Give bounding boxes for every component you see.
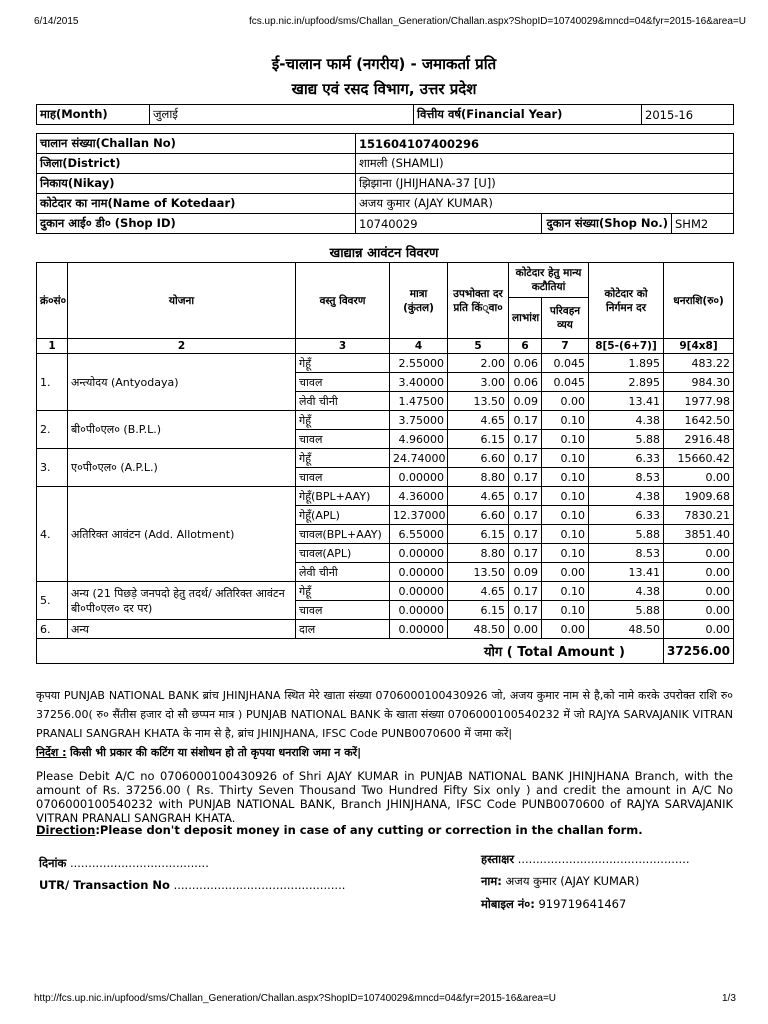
col-item-header: वस्तु विवरण [296, 263, 390, 339]
challan-label: चालान संख्या(Challan No) [37, 134, 356, 154]
scheme-number: 6. [37, 620, 68, 639]
sign-dots: ............................................... [517, 852, 690, 866]
cell-amount: 1977.98 [664, 392, 734, 411]
mobile-label: मोबाइल नं०: [481, 897, 535, 911]
cell-amount: 2916.48 [664, 430, 734, 449]
col-profit-header: लाभांश [509, 298, 542, 339]
hindi-direction-label: निर्देश : [36, 746, 67, 759]
cell-qty: 0.00000 [390, 544, 448, 563]
column-number: 3 [296, 339, 390, 354]
column-number: 5 [448, 339, 509, 354]
cell-issue: 1.895 [589, 354, 664, 373]
cell-amount: 15660.42 [664, 449, 734, 468]
cell-rate: 13.50 [448, 563, 509, 582]
cell-issue: 6.33 [589, 449, 664, 468]
cell-item: गेहूँ [296, 354, 390, 373]
column-number: 8[5-(6+7)] [589, 339, 664, 354]
fy-value: 2015-16 [642, 105, 734, 125]
cell-transport: 0.045 [542, 354, 589, 373]
cell-profit: 0.00 [509, 620, 542, 639]
cell-transport: 0.10 [542, 506, 589, 525]
cell-qty: 1.47500 [390, 392, 448, 411]
column-number: 4 [390, 339, 448, 354]
scheme-name: बी०पी०एल० (B.P.L.) [68, 411, 296, 449]
mobile-field [481, 897, 626, 912]
english-direction [36, 823, 733, 837]
col-qty-header: मात्रा (कुंतल) [390, 263, 448, 339]
column-number: 2 [68, 339, 296, 354]
cell-issue: 4.38 [589, 582, 664, 601]
scheme-name: ए०पी०एल० (A.P.L.) [68, 449, 296, 487]
english-direction-label: Direction [36, 823, 96, 837]
col-issue-header: कोटेदार को निर्गमन दर [589, 263, 664, 339]
cell-transport: 0.10 [542, 449, 589, 468]
cell-issue: 8.53 [589, 544, 664, 563]
cell-issue: 13.41 [589, 392, 664, 411]
table-row [37, 582, 734, 601]
cell-item: चावल [296, 601, 390, 620]
cell-amount: 483.22 [664, 354, 734, 373]
cell-rate: 4.65 [448, 411, 509, 430]
cell-item: चावल [296, 468, 390, 487]
cell-issue: 5.88 [589, 601, 664, 620]
table-row [37, 449, 734, 468]
scheme-name: अन्य [68, 620, 296, 639]
col-commission-header: कोटेदार हेतु मान्य कटौतियां [509, 263, 589, 298]
cell-item: गेहूँ(APL) [296, 506, 390, 525]
print-url: fcs.up.nic.in/upfood/sms/Challan_Generation/Challan.aspx?ShopID=10740029&mncd=04&fyr=2015-16&area=U [249, 16, 746, 27]
cell-transport: 0.10 [542, 525, 589, 544]
cell-amount: 0.00 [664, 601, 734, 620]
cell-amount: 7830.21 [664, 506, 734, 525]
cell-rate: 6.15 [448, 601, 509, 620]
cell-transport: 0.00 [542, 563, 589, 582]
cell-qty: 12.37000 [390, 506, 448, 525]
cell-item: चावल(BPL+AAY) [296, 525, 390, 544]
scheme-name: अन्य (21 पिछड़े जनपदो हेतु तदर्थ/ अतिरिक्त आवंटन बी०पी०एल० दर पर) [68, 582, 296, 620]
column-number: 9[4x8] [664, 339, 734, 354]
form-title: ई-चालान फार्म (नगरीय) - जमाकर्ता प्रति [271, 55, 497, 73]
nikay-label: निकाय(Nikay) [37, 174, 356, 194]
shopid-label: दुकान आई० डी० (Shop ID) [37, 214, 356, 234]
table-row [37, 487, 734, 506]
district-value: शामली (SHAMLI) [356, 154, 734, 174]
total-value: 37256.00 [664, 639, 734, 664]
cell-profit: 0.17 [509, 506, 542, 525]
scheme-name: अन्त्योदय (Antyodaya) [68, 354, 296, 411]
date-label: दिनांक [39, 856, 67, 870]
cell-amount: 0.00 [664, 582, 734, 601]
cell-profit: 0.06 [509, 354, 542, 373]
page-number: 1/3 [722, 993, 736, 1004]
cell-qty: 3.40000 [390, 373, 448, 392]
cell-transport: 0.10 [542, 582, 589, 601]
scheme-number: 5. [37, 582, 68, 620]
name-field [481, 874, 639, 889]
cell-qty: 2.55000 [390, 354, 448, 373]
mobile-value: 919719641467 [538, 897, 627, 911]
col-transport-header: परिवहन व्यय [542, 298, 589, 339]
shopid-value: 10740029 [356, 214, 542, 234]
hindi-instruction: कृपया PUNJAB NATIONAL BANK ब्रांच JHINJHANA स्थित मेरे खाता संख्या 0706000100430926 जो, अजय कुमार नाम से है,को नामे करके उपरोक्त राशि रु० 37256.00( रु० सैंतीस हजार दो सौ छप्पन मात्र ) PUNJAB NATIONAL BANK के खाता संख्या 0706000100540232 में जो RAJYA SARVAJANIK VITRAN PRANALI SANGRAH KHATA के नाम से है, ब्रांच JHINJHANA, IFSC Code PUNB0070600 में जमा करें| [36, 689, 733, 740]
col-sno-header: क्रं०सं० [37, 263, 68, 339]
shopno-label: दुकान संख्या(Shop No.) [542, 214, 672, 234]
date-dots: ...................................... [69, 856, 209, 870]
cell-qty: 0.00000 [390, 468, 448, 487]
cell-profit: 0.17 [509, 525, 542, 544]
scheme-number: 4. [37, 487, 68, 582]
cell-rate: 4.65 [448, 582, 509, 601]
cell-item: चावल [296, 373, 390, 392]
cell-item: गेहूँ [296, 582, 390, 601]
scheme-name: अतिरिक्त आवंटन (Add. Allotment) [68, 487, 296, 582]
scheme-number: 2. [37, 411, 68, 449]
cell-item: गेहूँ(BPL+AAY) [296, 487, 390, 506]
nikay-value: झिझाना (JHIJHANA-37 [U]) [356, 174, 734, 194]
cell-transport: 0.00 [542, 392, 589, 411]
hindi-direction [36, 743, 733, 762]
signature-field [481, 852, 690, 867]
cell-issue: 5.88 [589, 525, 664, 544]
cell-rate: 6.60 [448, 506, 509, 525]
cell-qty: 4.96000 [390, 430, 448, 449]
date-field [39, 856, 209, 871]
cell-issue: 4.38 [589, 411, 664, 430]
cell-profit: 0.17 [509, 601, 542, 620]
utr-dots: ............................................... [173, 878, 346, 892]
cell-rate: 4.65 [448, 487, 509, 506]
cell-profit: 0.17 [509, 582, 542, 601]
cell-qty: 6.55000 [390, 525, 448, 544]
cell-item: लेवी चीनी [296, 392, 390, 411]
cell-rate: 48.50 [448, 620, 509, 639]
cell-transport: 0.10 [542, 487, 589, 506]
total-label: योग ( Total Amount ) [37, 639, 664, 664]
details-table [36, 133, 734, 234]
cell-qty: 3.75000 [390, 411, 448, 430]
cell-issue: 8.53 [589, 468, 664, 487]
cell-item: दाल [296, 620, 390, 639]
footer-url: http://fcs.up.nic.in/upfood/sms/Challan_Generation/Challan.aspx?ShopID=10740029&mncd=04&fyr=2015-16&area=U [34, 993, 557, 1004]
col-rate-header: उपभोक्ता दर प्रति किं्वा० [448, 263, 509, 339]
scheme-number: 1. [37, 354, 68, 411]
print-date: 6/14/2015 [34, 16, 79, 27]
cell-qty: 0.00000 [390, 563, 448, 582]
cell-rate: 13.50 [448, 392, 509, 411]
department-title: खाद्य एवं रसद विभाग, उत्तर प्रदेश [291, 80, 477, 98]
cell-profit: 0.17 [509, 430, 542, 449]
utr-label: UTR/ Transaction No [39, 878, 170, 892]
cell-qty: 24.74000 [390, 449, 448, 468]
fy-label: वित्तीय वर्ष(Financial Year) [414, 105, 642, 125]
english-direction-text: :Please don't deposit money in case of any cutting or correction in the challan form. [95, 823, 643, 837]
cell-transport: 0.00 [542, 620, 589, 639]
cell-issue: 6.33 [589, 506, 664, 525]
cell-profit: 0.09 [509, 392, 542, 411]
table-row [37, 620, 734, 639]
cell-amount: 1909.68 [664, 487, 734, 506]
cell-transport: 0.045 [542, 373, 589, 392]
col-scheme-header: योजना [68, 263, 296, 339]
cell-profit: 0.17 [509, 468, 542, 487]
table-row [37, 354, 734, 373]
cell-profit: 0.06 [509, 373, 542, 392]
cell-profit: 0.17 [509, 544, 542, 563]
cell-rate: 8.80 [448, 544, 509, 563]
utr-field [39, 878, 345, 892]
cell-transport: 0.10 [542, 544, 589, 563]
total-row [37, 639, 734, 664]
cell-rate: 2.00 [448, 354, 509, 373]
challan-value: 151604107400296 [356, 134, 734, 154]
cell-issue: 5.88 [589, 430, 664, 449]
month-label: माह(Month) [37, 105, 150, 125]
cell-profit: 0.17 [509, 449, 542, 468]
table-row [37, 411, 734, 430]
cell-qty: 0.00000 [390, 601, 448, 620]
cell-amount: 984.30 [664, 373, 734, 392]
english-instruction: Please Debit A/C no 0706000100430926 of Shri AJAY KUMAR in PUNJAB NATIONAL BANK JHINJHANA Branch, with the amount of Rs. 37256.00 ( Rs. Thirty Seven Thousand Two Hundred Fifty Six only ) and credit the amount in A/C No 0706000100540232 with PUNJAB NATIONAL BANK, Branch JHINJHANA, IFSC Code PUNB0070600 of RAJYA SARVAJANIK VITRAN PRANALI SANGRAH KHATA. [36, 769, 733, 825]
col-amount-header: धनराशि(रु०) [664, 263, 734, 339]
cell-qty: 4.36000 [390, 487, 448, 506]
cell-profit: 0.17 [509, 487, 542, 506]
allocation-table [36, 262, 734, 664]
cell-qty: 0.00000 [390, 620, 448, 639]
column-number: 7 [542, 339, 589, 354]
cell-issue: 48.50 [589, 620, 664, 639]
kotedaar-label: कोटेदार का नाम(Name of Kotedaar) [37, 194, 356, 214]
cell-amount: 1642.50 [664, 411, 734, 430]
hindi-direction-text: किसी भी प्रकार की कटिंग या संशोधन हो तो कृपया धनराशि जमा न करें| [70, 746, 362, 759]
allocation-title: खाद्यान्न आवंटन विवरण [329, 246, 439, 261]
column-number-row [37, 339, 734, 354]
cell-item: चावल(APL) [296, 544, 390, 563]
cell-rate: 6.60 [448, 449, 509, 468]
district-label: जिला(District) [37, 154, 356, 174]
cell-profit: 0.17 [509, 411, 542, 430]
cell-transport: 0.10 [542, 430, 589, 449]
cell-rate: 3.00 [448, 373, 509, 392]
cell-rate: 8.80 [448, 468, 509, 487]
cell-rate: 6.15 [448, 525, 509, 544]
kotedaar-value: अजय कुमार (AJAY KUMAR) [356, 194, 734, 214]
cell-amount: 3851.40 [664, 525, 734, 544]
month-table [36, 104, 734, 125]
cell-item: गेहूँ [296, 411, 390, 430]
cell-item: चावल [296, 430, 390, 449]
column-number: 1 [37, 339, 68, 354]
cell-item: गेहूँ [296, 449, 390, 468]
cell-amount: 0.00 [664, 563, 734, 582]
cell-transport: 0.10 [542, 601, 589, 620]
cell-transport: 0.10 [542, 468, 589, 487]
cell-rate: 6.15 [448, 430, 509, 449]
cell-item: लेवी चीनी [296, 563, 390, 582]
column-number: 6 [509, 339, 542, 354]
cell-amount: 0.00 [664, 544, 734, 563]
cell-profit: 0.09 [509, 563, 542, 582]
cell-issue: 4.38 [589, 487, 664, 506]
sign-label: हस्ताक्षर [481, 852, 515, 866]
cell-amount: 0.00 [664, 620, 734, 639]
scheme-number: 3. [37, 449, 68, 487]
cell-issue: 13.41 [589, 563, 664, 582]
cell-amount: 0.00 [664, 468, 734, 487]
cell-transport: 0.10 [542, 411, 589, 430]
month-value: जुलाई [150, 105, 414, 125]
cell-qty: 0.00000 [390, 582, 448, 601]
name-value: अजय कुमार (AJAY KUMAR) [505, 874, 640, 888]
name-label: नाम: [481, 874, 502, 888]
cell-issue: 2.895 [589, 373, 664, 392]
shopno-value: SHM2 [672, 214, 734, 234]
